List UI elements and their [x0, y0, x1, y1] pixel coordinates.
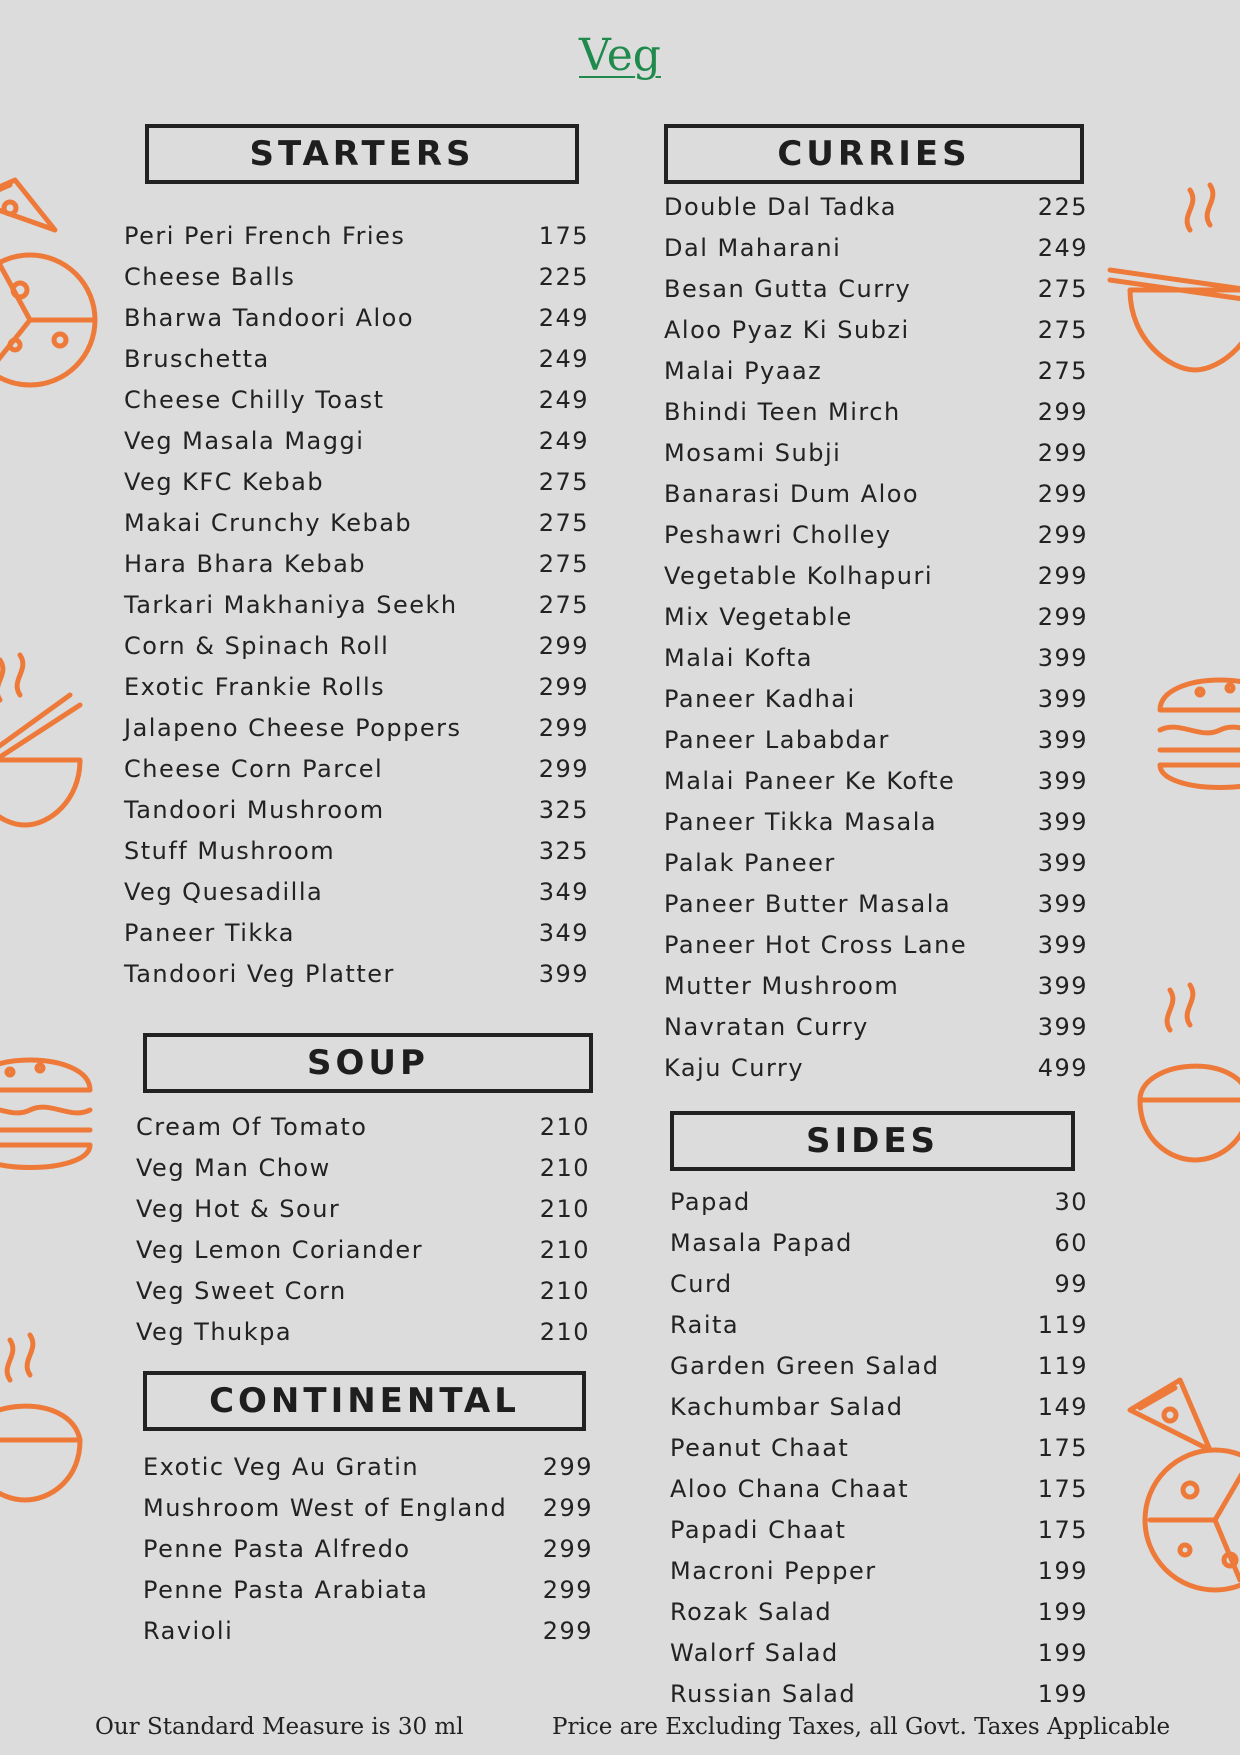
menu-item-price: 210: [539, 1153, 590, 1182]
menu-item: [664, 719, 1088, 760]
menu-item-price: 249: [538, 303, 589, 332]
menu-item: [124, 584, 589, 625]
menu-item: [670, 1263, 1088, 1304]
menu-item-name: Veg Quesadilla: [124, 877, 324, 906]
menu-item: [124, 912, 589, 953]
menu-item-price: 175: [538, 221, 589, 250]
menu-item-price: 399: [1037, 848, 1088, 877]
menu-item: [124, 543, 589, 584]
menu-item-name: Veg Sweet Corn: [136, 1276, 347, 1305]
menu-item-price: 30: [1054, 1187, 1088, 1216]
menu-item-price: 325: [538, 795, 589, 824]
menu-item-price: 299: [538, 672, 589, 701]
menu-item-price: 399: [1037, 889, 1088, 918]
menu-item-name: Palak Paneer: [664, 848, 836, 877]
noodle-bowl-icon: [1100, 180, 1240, 400]
menu-item: [664, 801, 1088, 842]
menu-item-price: 210: [539, 1194, 590, 1223]
menu-item: [670, 1468, 1088, 1509]
menu-item-price: 210: [539, 1317, 590, 1346]
burger-icon: [0, 1030, 100, 1200]
menu-item-price: 399: [1037, 684, 1088, 713]
menu-item: [670, 1386, 1088, 1427]
menu-item-price: 175: [1037, 1474, 1088, 1503]
menu-item-price: 499: [1037, 1053, 1088, 1082]
menu-item-name: Kachumbar Salad: [670, 1392, 904, 1421]
curries-heading: CURRIES: [664, 124, 1084, 184]
menu-item: [664, 842, 1088, 883]
menu-item-name: Papad: [670, 1187, 751, 1216]
menu-item-name: Penne Pasta Arabiata: [143, 1575, 429, 1604]
menu-item-price: 275: [538, 549, 589, 578]
menu-item-price: 399: [1037, 643, 1088, 672]
menu-item-price: 299: [542, 1575, 593, 1604]
menu-item-price: 275: [1037, 315, 1088, 344]
menu-item: [670, 1222, 1088, 1263]
menu-item-name: Malai Kofta: [664, 643, 813, 672]
menu-item-price: 399: [538, 959, 589, 988]
menu-item-name: Cheese Balls: [124, 262, 296, 291]
continental-heading: CONTINENTAL: [143, 1371, 586, 1431]
sides-list: [670, 1181, 1088, 1714]
menu-item: [664, 883, 1088, 924]
menu-item-name: Papadi Chaat: [670, 1515, 847, 1544]
menu-item-price: 210: [539, 1112, 590, 1141]
menu-item-name: Bharwa Tandoori Aloo: [124, 303, 415, 332]
menu-item-name: Veg Lemon Coriander: [136, 1235, 424, 1264]
menu-item: [136, 1229, 590, 1270]
menu-item-price: 299: [538, 631, 589, 660]
menu-item-name: Raita: [670, 1310, 740, 1339]
menu-item-price: 399: [1037, 807, 1088, 836]
menu-item: [124, 789, 589, 830]
menu-item-name: Mushroom West of England: [143, 1493, 508, 1522]
menu-item: [664, 637, 1088, 678]
menu-item: [670, 1673, 1088, 1714]
menu-item: [664, 350, 1088, 391]
menu-item-name: Russian Salad: [670, 1679, 857, 1708]
menu-item: [124, 338, 589, 379]
menu-item-name: Dal Maharani: [664, 233, 842, 262]
menu-item-name: Makai Crunchy Kebab: [124, 508, 413, 537]
menu-item-price: 325: [538, 836, 589, 865]
menu-item-price: 275: [538, 467, 589, 496]
menu-item: [124, 502, 589, 543]
menu-item: [136, 1106, 590, 1147]
menu-item: [664, 965, 1088, 1006]
menu-item-name: Exotic Frankie Rolls: [124, 672, 386, 701]
menu-item-price: 299: [542, 1452, 593, 1481]
menu-item: [124, 666, 589, 707]
menu-item-name: Paneer Butter Masala: [664, 889, 952, 918]
menu-item-name: Paneer Lababdar: [664, 725, 890, 754]
menu-item-name: Malai Paneer Ke Kofte: [664, 766, 956, 795]
menu-item-name: Curd: [670, 1269, 733, 1298]
menu-item-price: 399: [1037, 971, 1088, 1000]
menu-item-name: Rozak Salad: [670, 1597, 833, 1626]
menu-item-price: 119: [1037, 1351, 1088, 1380]
menu-item-name: Peanut Chaat: [670, 1433, 850, 1462]
menu-item-price: 225: [538, 262, 589, 291]
soup-heading: SOUP: [143, 1033, 593, 1093]
menu-item-price: 199: [1037, 1556, 1088, 1585]
menu-item-price: 99: [1054, 1269, 1088, 1298]
menu-item-price: 299: [1037, 479, 1088, 508]
menu-item-name: Penne Pasta Alfredo: [143, 1534, 411, 1563]
menu-item-price: 275: [1037, 356, 1088, 385]
menu-item-price: 299: [1037, 397, 1088, 426]
menu-item-name: Mosami Subji: [664, 438, 842, 467]
menu-item-name: Macroni Pepper: [670, 1556, 877, 1585]
starters-list: [124, 215, 589, 994]
menu-item: [124, 379, 589, 420]
menu-item-price: 275: [538, 508, 589, 537]
menu-item: [664, 1006, 1088, 1047]
menu-item-name: Peri Peri French Fries: [124, 221, 406, 250]
menu-item-name: Banarasi Dum Aloo: [664, 479, 920, 508]
menu-item: [143, 1446, 593, 1487]
menu-item-name: Mix Vegetable: [664, 602, 853, 631]
curries-list: [664, 186, 1088, 1088]
menu-item: [124, 625, 589, 666]
menu-item: [664, 555, 1088, 596]
menu-item: [124, 297, 589, 338]
menu-item-name: Tandoori Veg Platter: [124, 959, 395, 988]
menu-item: [136, 1270, 590, 1311]
menu-item-name: Besan Gutta Curry: [664, 274, 912, 303]
menu-item-name: Veg Hot & Sour: [136, 1194, 341, 1223]
menu-item-price: 299: [542, 1616, 593, 1645]
menu-item-name: Paneer Kadhai: [664, 684, 856, 713]
menu-item: [664, 432, 1088, 473]
menu-item: [670, 1632, 1088, 1673]
soup-list: [136, 1106, 590, 1352]
menu-item-price: 149: [1037, 1392, 1088, 1421]
menu-item: [124, 707, 589, 748]
menu-item: [124, 420, 589, 461]
menu-item-name: Jalapeno Cheese Poppers: [124, 713, 462, 742]
menu-item-name: Veg Thukpa: [136, 1317, 293, 1346]
rice-bowl-icon: [1130, 980, 1240, 1180]
menu-item: [664, 473, 1088, 514]
sides-heading: SIDES: [670, 1111, 1075, 1171]
menu-item: [664, 596, 1088, 637]
menu-item-name: Paneer Hot Cross Lane: [664, 930, 968, 959]
menu-item-name: Peshawri Cholley: [664, 520, 892, 549]
menu-item: [124, 748, 589, 789]
menu-item-price: 349: [538, 918, 589, 947]
menu-item-price: 225: [1037, 192, 1088, 221]
menu-item-name: Masala Papad: [670, 1228, 853, 1257]
menu-item: [670, 1509, 1088, 1550]
menu-item-price: 175: [1037, 1515, 1088, 1544]
menu-item-price: 210: [539, 1276, 590, 1305]
menu-item-name: Stuff Mushroom: [124, 836, 336, 865]
menu-item-price: 299: [542, 1493, 593, 1522]
menu-item: [124, 215, 589, 256]
menu-item-name: Tandoori Mushroom: [124, 795, 385, 824]
menu-item: [136, 1147, 590, 1188]
menu-item: [670, 1591, 1088, 1632]
menu-item-price: 175: [1037, 1433, 1088, 1462]
menu-item-name: Aloo Chana Chaat: [670, 1474, 910, 1503]
menu-item: [143, 1487, 593, 1528]
menu-item-price: 249: [538, 344, 589, 373]
pizza-icon: [0, 170, 110, 410]
menu-item-price: 199: [1037, 1638, 1088, 1667]
menu-item-price: 60: [1054, 1228, 1088, 1257]
menu-item-name: Kaju Curry: [664, 1053, 805, 1082]
starters-heading: STARTERS: [145, 124, 579, 184]
menu-item-name: Ravioli: [143, 1616, 234, 1645]
menu-item-price: 119: [1037, 1310, 1088, 1339]
menu-item: [124, 830, 589, 871]
menu-item-name: Cheese Corn Parcel: [124, 754, 384, 783]
menu-item: [124, 256, 589, 297]
menu-item: [664, 227, 1088, 268]
menu-item: [124, 871, 589, 912]
menu-item-price: 299: [1037, 602, 1088, 631]
menu-item-name: Paneer Tikka Masala: [664, 807, 938, 836]
menu-item-price: 299: [542, 1534, 593, 1563]
menu-item-name: Cream Of Tomato: [136, 1112, 368, 1141]
menu-item: [664, 186, 1088, 227]
menu-item-price: 210: [539, 1235, 590, 1264]
menu-item: [124, 953, 589, 994]
menu-item: [136, 1188, 590, 1229]
menu-item-price: 199: [1037, 1597, 1088, 1626]
menu-item-price: 299: [1037, 561, 1088, 590]
menu-item-name: Bhindi Teen Mirch: [664, 397, 901, 426]
continental-list: [143, 1446, 593, 1651]
menu-item: [670, 1304, 1088, 1345]
menu-item: [670, 1427, 1088, 1468]
menu-item-price: 299: [1037, 520, 1088, 549]
menu-item-name: Corn & Spinach Roll: [124, 631, 390, 660]
menu-item: [664, 1047, 1088, 1088]
menu-item-price: 249: [538, 385, 589, 414]
menu-item-name: Vegetable Kolhapuri: [664, 561, 934, 590]
menu-item: [670, 1181, 1088, 1222]
menu-item-name: Hara Bhara Kebab: [124, 549, 367, 578]
menu-item-name: Veg Man Chow: [136, 1153, 331, 1182]
menu-item: [143, 1610, 593, 1651]
menu-item-price: 349: [538, 877, 589, 906]
menu-item-name: Tarkari Makhaniya Seekh: [124, 590, 458, 619]
menu-item-name: Double Dal Tadka: [664, 192, 897, 221]
menu-item: [664, 391, 1088, 432]
menu-item-name: Malai Pyaaz: [664, 356, 823, 385]
menu-item-name: Veg KFC Kebab: [124, 467, 325, 496]
menu-item-price: 299: [538, 754, 589, 783]
menu-item-name: Exotic Veg Au Gratin: [143, 1452, 420, 1481]
noodle-bowl-icon: [0, 650, 100, 850]
menu-item-price: 299: [1037, 438, 1088, 467]
menu-item-price: 399: [1037, 1012, 1088, 1041]
menu-item: [670, 1550, 1088, 1591]
menu-item: [664, 760, 1088, 801]
menu-item: [664, 268, 1088, 309]
menu-item: [664, 309, 1088, 350]
menu-item-price: 399: [1037, 930, 1088, 959]
menu-item: [664, 924, 1088, 965]
menu-item-price: 249: [1037, 233, 1088, 262]
menu-item-price: 399: [1037, 766, 1088, 795]
menu-item-name: Paneer Tikka: [124, 918, 296, 947]
burger-icon: [1150, 650, 1240, 820]
menu-item: [664, 678, 1088, 719]
menu-item: [143, 1569, 593, 1610]
menu-item-price: 275: [1037, 274, 1088, 303]
page-title: Veg: [579, 30, 661, 81]
menu-item-name: Garden Green Salad: [670, 1351, 940, 1380]
menu-item: [670, 1345, 1088, 1386]
menu-item-name: Veg Masala Maggi: [124, 426, 365, 455]
menu-item-price: 399: [1037, 725, 1088, 754]
rice-bowl-icon: [0, 1330, 100, 1510]
menu-item: [664, 514, 1088, 555]
pizza-icon: [1120, 1370, 1240, 1610]
menu-item-name: Mutter Mushroom: [664, 971, 900, 1000]
menu-item-name: Cheese Chilly Toast: [124, 385, 385, 414]
menu-item: [124, 461, 589, 502]
menu-item-price: 199: [1037, 1679, 1088, 1708]
menu-item: [143, 1528, 593, 1569]
menu-item-price: 249: [538, 426, 589, 455]
footer-measure-note: Our Standard Measure is 30 ml: [95, 1714, 464, 1740]
menu-item-name: Navratan Curry: [664, 1012, 869, 1041]
menu-item-name: Walorf Salad: [670, 1638, 839, 1667]
menu-item: [136, 1311, 590, 1352]
menu-item-price: 275: [538, 590, 589, 619]
menu-item-name: Aloo Pyaz Ki Subzi: [664, 315, 910, 344]
menu-item-price: 299: [538, 713, 589, 742]
menu-item-name: Bruschetta: [124, 344, 270, 373]
footer-tax-note: Price are Excluding Taxes, all Govt. Taxes Applicable: [552, 1714, 1171, 1740]
